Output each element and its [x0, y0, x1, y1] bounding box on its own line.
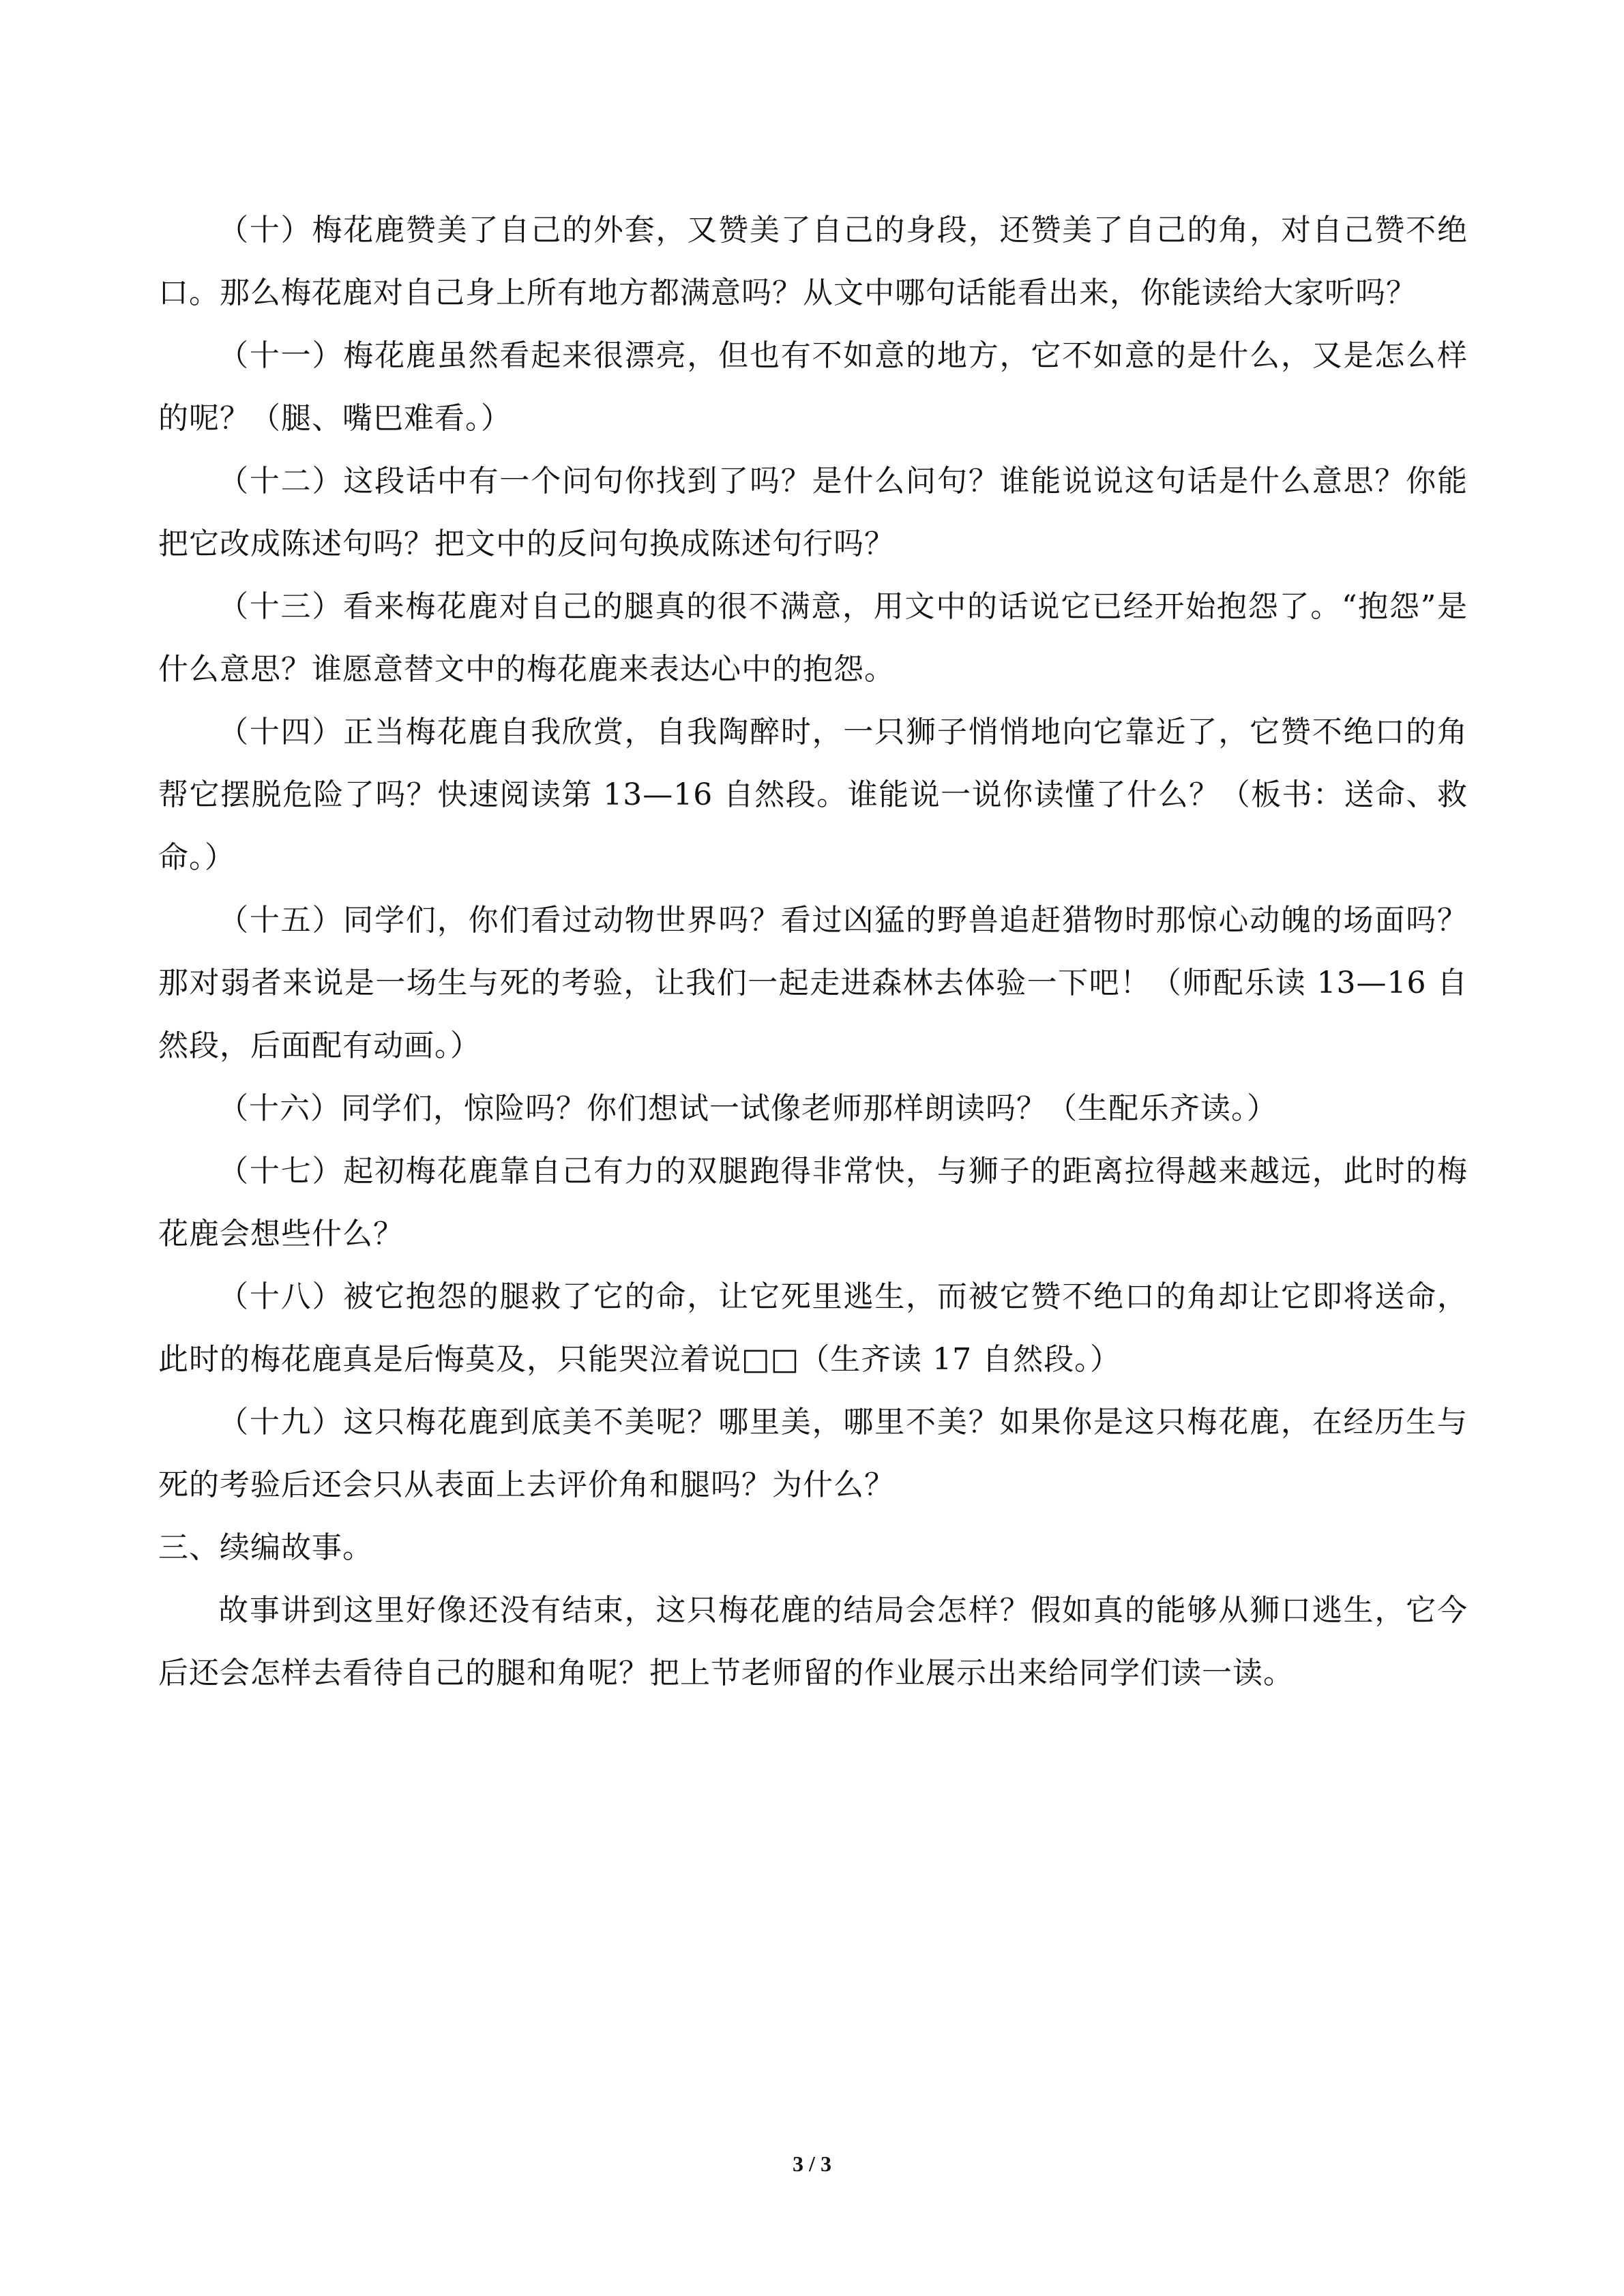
- paragraph-13: （十三）看来梅花鹿对自己的腿真的很不满意，用文中的话说它已经开始抱怨了。“抱怨”是什么意思？谁愿意替文中的梅花鹿来表达心中的抱怨。: [158, 589, 1468, 687]
- document-body: [158, 199, 1468, 1705]
- page-number: 3 / 3: [793, 2151, 831, 2176]
- paragraph-11: （十一）梅花鹿虽然看起来很漂亮，但也有不如意的地方，它不如意的是什么，又是怎么样的呢？（腿、嘴巴难看。）: [158, 338, 1468, 436]
- section-heading: 三、续编故事。: [158, 1530, 373, 1565]
- paragraph-10: （十）梅花鹿赞美了自己的外套，又赞美了自己的身段，还赞美了自己的角，对自己赞不绝口。那么梅花鹿对自己身上所有地方都满意吗？从文中哪句话能看出来，你能读给大家听吗？: [158, 213, 1468, 310]
- paragraph-16: （十六）同学们，惊险吗？你们想试一试像老师那样朗读吗？（生配乐齐读。）: [218, 1091, 1278, 1126]
- paragraph-17: （十七）起初梅花鹿靠自己有力的双腿跑得非常快，与狮子的距离拉得越来越远，此时的梅花鹿会想些什么？: [158, 1154, 1468, 1251]
- paragraph-12: （十二）这段话中有一个问句你找到了吗？是什么问句？谁能说说这句话是什么意思？你能把它改成陈述句吗？把文中的反问句换成陈述句行吗？: [158, 464, 1468, 561]
- paragraph-19: （十九）这只梅花鹿到底美不美呢？哪里美，哪里不美？如果你是这只梅花鹿，在经历生与死的考验后还会只从表面上去评价角和腿吗？为什么？: [158, 1405, 1468, 1502]
- closing-paragraph: 故事讲到这里好像还没有结束，这只梅花鹿的结局会怎样？假如真的能够从狮口逃生，它今后还会怎样去看待自己的腿和角呢？把上节老师留的作业展示出来给同学们读一读。: [158, 1593, 1468, 1690]
- paragraph-14: （十四）正当梅花鹿自我欣赏，自我陶醉时，一只狮子悄悄地向它靠近了，它赞不绝口的角帮它摆脱危险了吗？快速阅读第 13—16 自然段。谁能说一说你读懂了什么？（板书：送命、救命。）: [158, 715, 1468, 875]
- paragraph-18: （十八）被它抱怨的腿救了它的命，让它死里逃生，而被它赞不绝口的角却让它即将送命，此时的梅花鹿真是后悔莫及，只能哭泣着说□□（生齐读 17 自然段。）: [158, 1279, 1468, 1377]
- paragraph-15: （十五）同学们，你们看过动物世界吗？看过凶猛的野兽追赶猎物时那惊心动魄的场面吗？那对弱者来说是一场生与死的考验，让我们一起走进森林去体验一下吧！（师配乐读 13—16 自然段，后面配有动画。）: [158, 903, 1468, 1063]
